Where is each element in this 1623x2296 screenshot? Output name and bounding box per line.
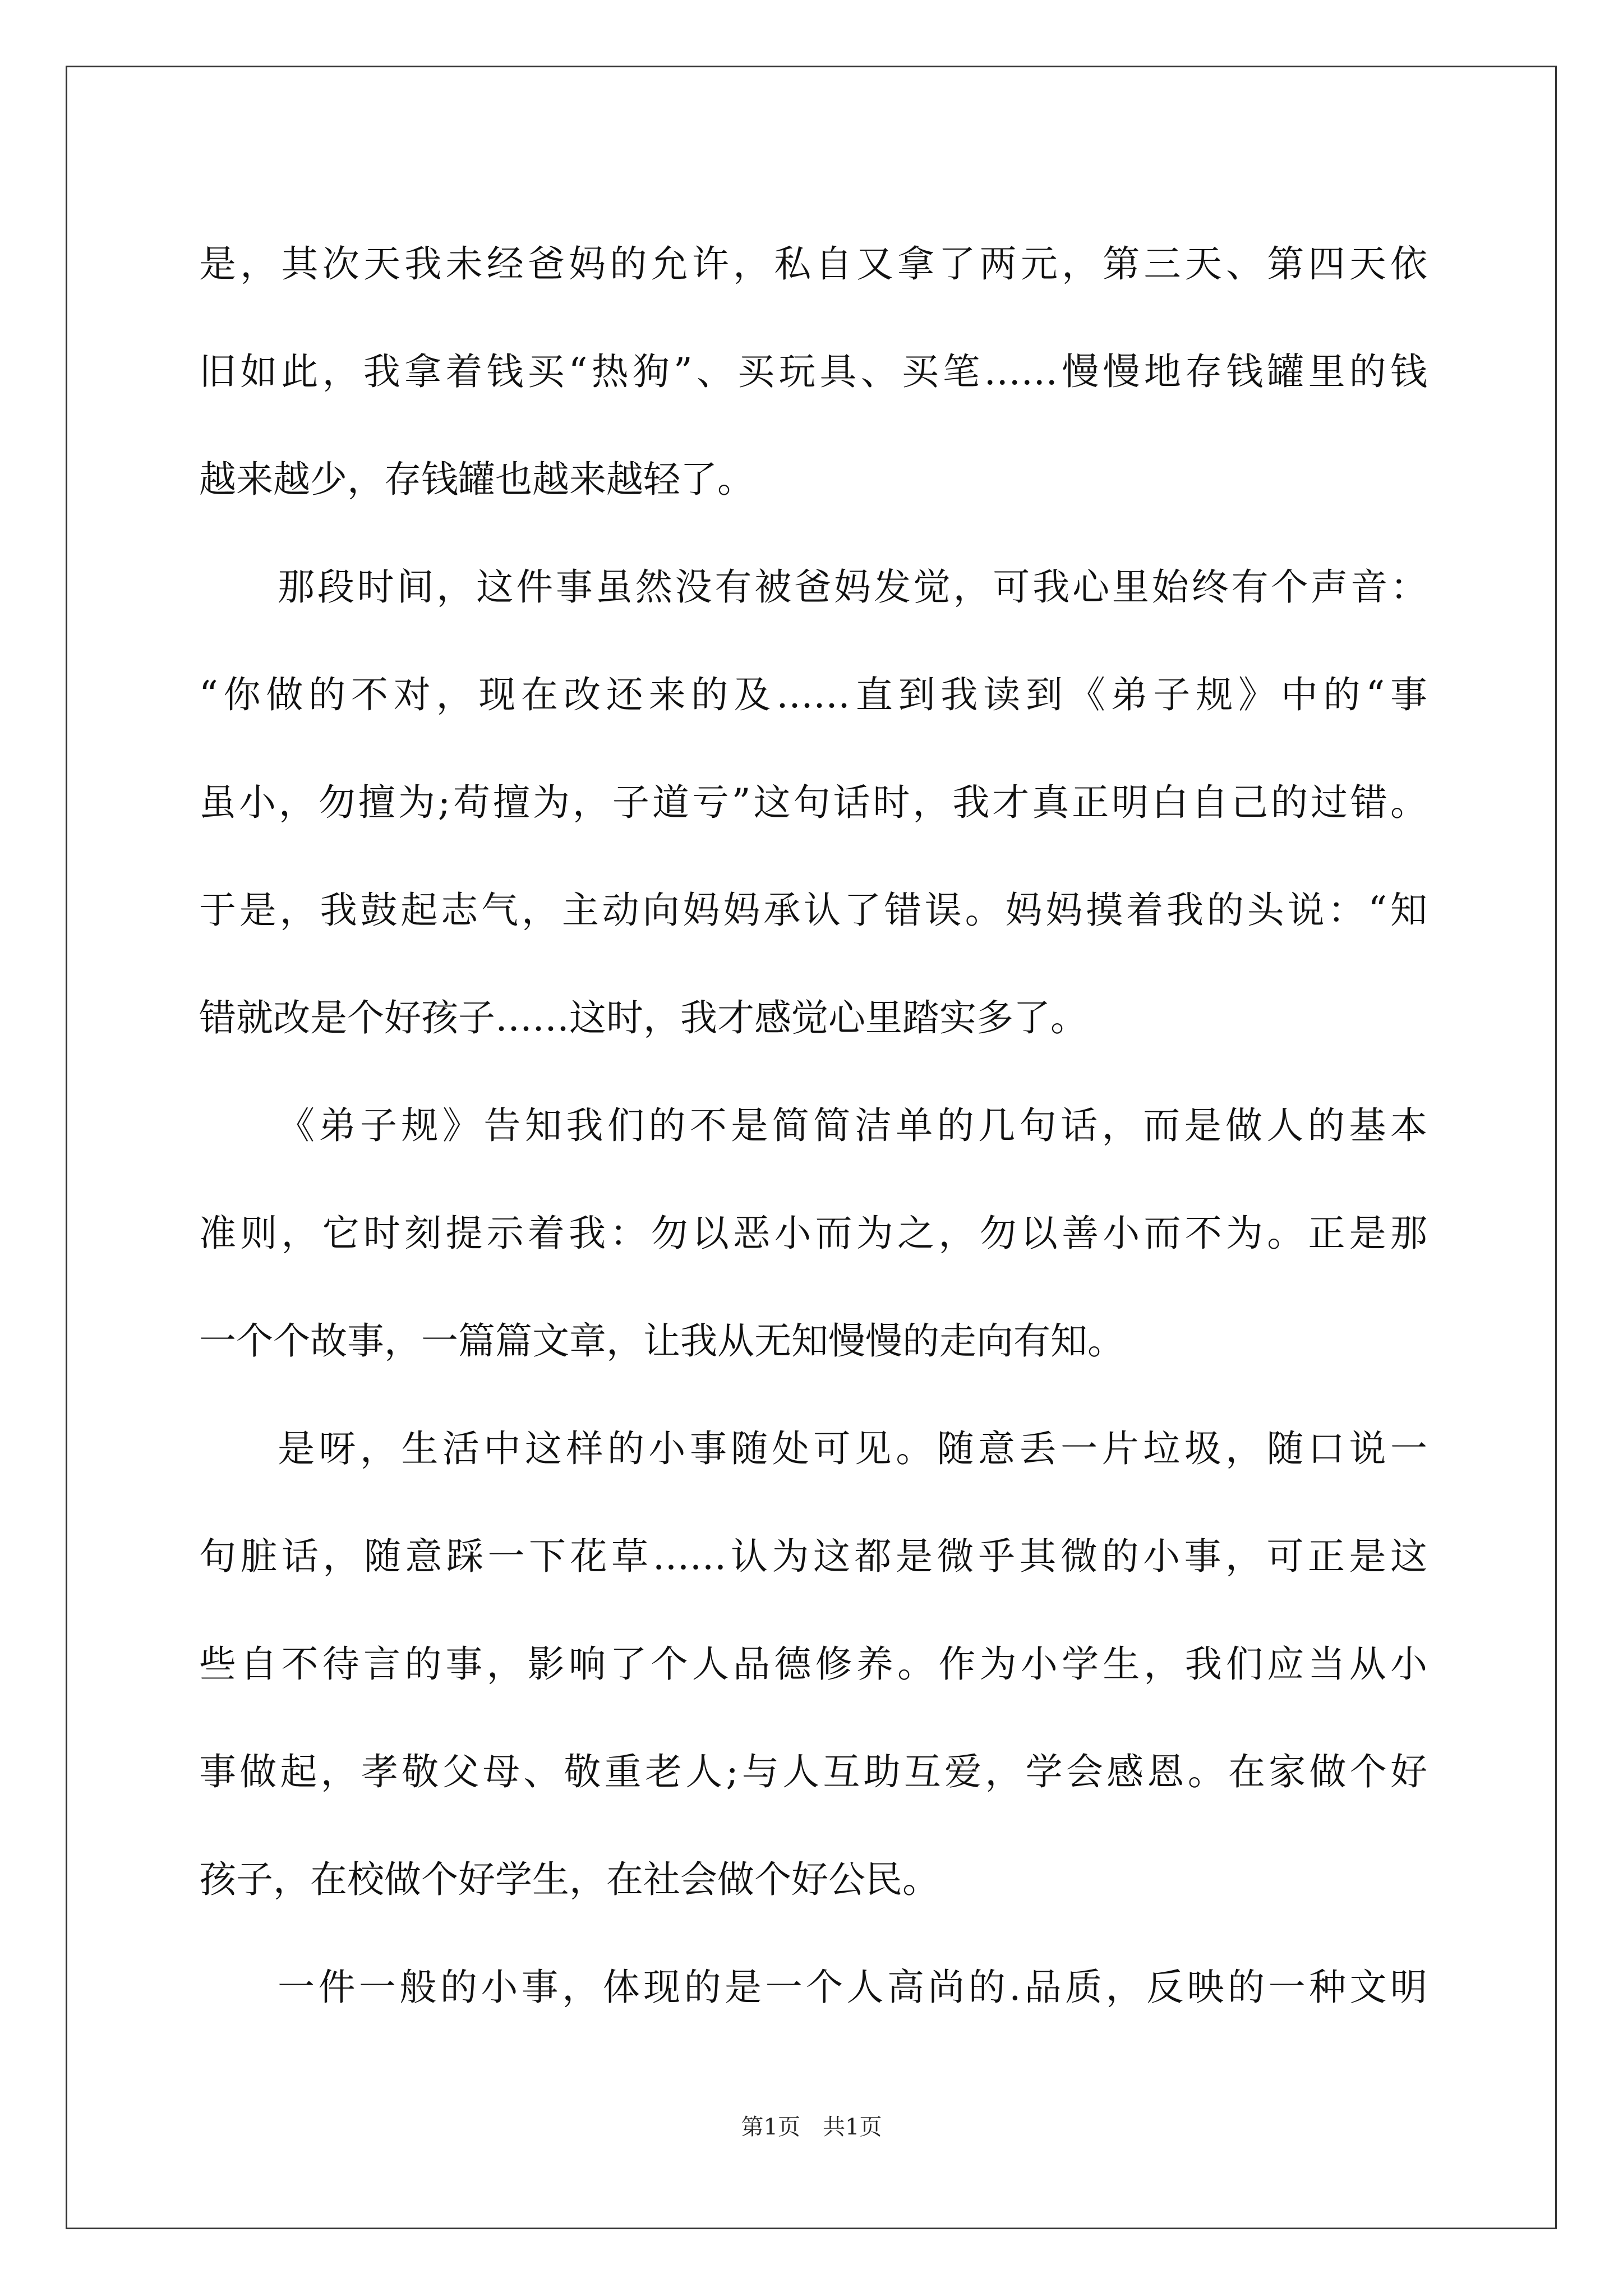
text-line: 事做起，孝敬父母、敬重老人;与人互助互爱，学会感恩。在家做个好 (199, 1750, 1427, 1793)
text-line: 些自不待言的事，影响了个人品德修养。作为小学生，我们应当从小 (199, 1642, 1427, 1686)
page-footer (0, 2109, 1623, 2141)
text-line: 虽小，勿擅为;苟擅为，子道亏”这句话时，我才真正明白自己的过错。 (199, 781, 1427, 824)
text-line: 旧如此，我拿着钱买“热狗”、买玩具、买笔……慢慢地存钱罐里的钱 (199, 350, 1427, 393)
paragraph-1 (199, 210, 1427, 533)
paragraph-4 (199, 1395, 1427, 1934)
text-line: 《弟子规》告知我们的不是简简洁单的几句话，而是做人的基本 (278, 1104, 1427, 1147)
paragraph-5 (199, 1934, 1427, 2041)
document-body (199, 210, 1427, 2041)
text-line: 一件一般的小事，体现的是一个人高尚的.品质，反映的一种文明 (278, 1966, 1427, 2009)
text-line: 一个个故事，一篇篇文章，让我从无知慢慢的走向有知。 (199, 1319, 1124, 1363)
text-line: 准则，它时刻提示着我：勿以恶小而为之，勿以善小而不为。正是那 (199, 1212, 1427, 1255)
paragraph-3 (199, 1072, 1427, 1395)
text-line: 那段时间，这件事虽然没有被爸妈发觉，可我心里始终有个声音： (278, 565, 1427, 609)
text-line: 句脏话，随意踩一下花草……认为这都是微乎其微的小事，可正是这 (199, 1535, 1427, 1578)
page-number-label: 第1页 共1页 (741, 2114, 882, 2140)
text-line: “你做的不对，现在改还来的及……直到我读到《弟子规》中的“事 (199, 673, 1427, 716)
text-line: 孩子，在校做个好学生，在社会做个好公民。 (199, 1858, 939, 1901)
text-line: 越来越少，存钱罐也越来越轻了。 (199, 458, 754, 501)
text-line: 是呀，生活中这样的小事随处可见。随意丢一片垃圾，随口说一 (278, 1427, 1427, 1470)
text-line: 错就改是个好孩子……这时，我才感觉心里踏实多了。 (199, 996, 1087, 1039)
text-line: 是，其次天我未经爸妈的允许，私自又拿了两元，第三天、第四天依 (199, 242, 1427, 286)
text-line: 于是，我鼓起志气，主动向妈妈承认了错误。妈妈摸着我的头说：“知 (199, 889, 1427, 932)
paragraph-2 (199, 533, 1427, 1072)
